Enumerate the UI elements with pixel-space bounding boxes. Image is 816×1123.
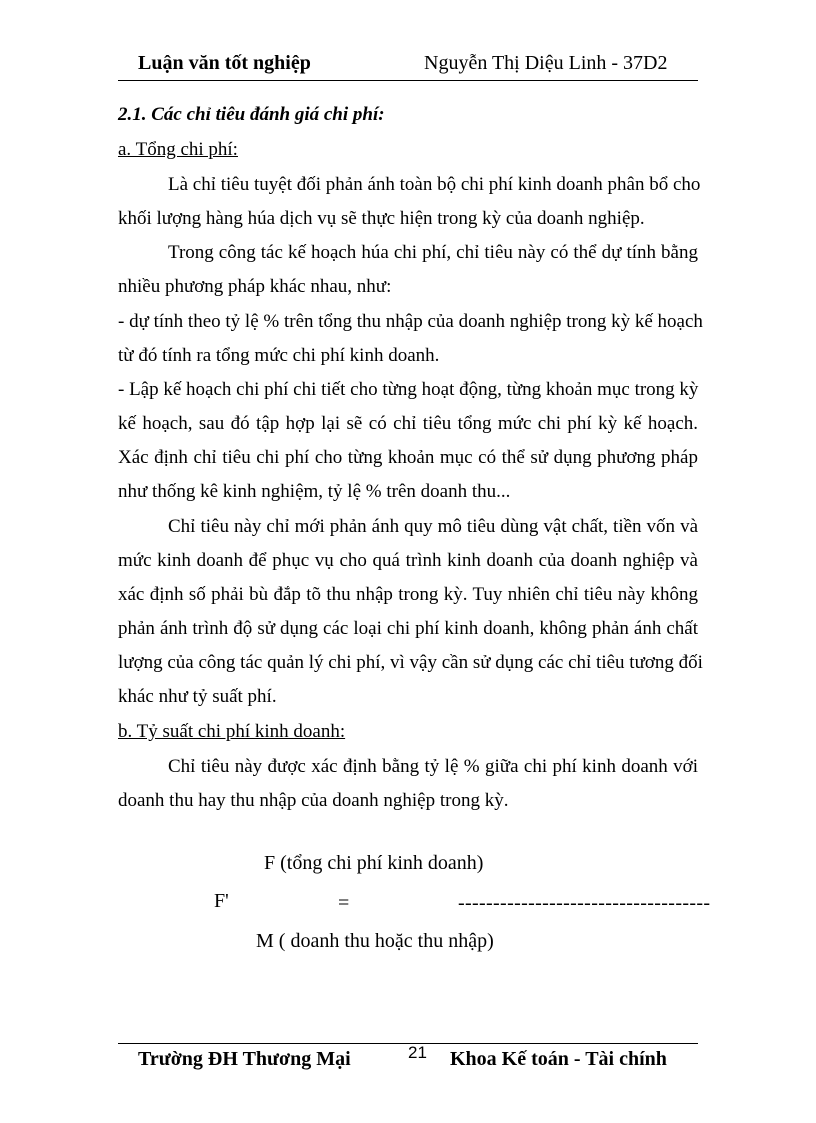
paragraph-line: mức kinh doanh để phục vụ cho quá trình kinh doanh của doanh nghiệp và bbox=[118, 550, 698, 571]
paragraph-line: kế hoạch, sau đó tập hợp lại sẽ có chỉ tiêu tổng mức chi phí kỳ kế hoạch. bbox=[118, 413, 698, 434]
subsection-a-wrap bbox=[118, 139, 698, 161]
footer-left: Trường ĐH Thương Mại bbox=[138, 1048, 351, 1070]
paragraph-line: Trong công tác kế hoạch húa chi phí, chỉ tiêu này có thể dự tính bằng bbox=[168, 242, 698, 263]
subsection-b-title: b. Tỷ suất chi phí kinh doanh: bbox=[118, 721, 346, 742]
header-rule bbox=[118, 80, 698, 81]
footer-right: Khoa Kế toán - Tài chính bbox=[450, 1048, 667, 1070]
paragraph-line: từ đó tính ra tổng mức chi phí kinh doanh. bbox=[118, 345, 440, 366]
formula-numerator: F (tổng chi phí kinh doanh) bbox=[264, 852, 484, 874]
header-right: Nguyễn Thị Diệu Linh - 37D2 bbox=[424, 52, 668, 74]
paragraph-line: Chỉ tiêu này được xác định bằng tỷ lệ % giữa chi phí kinh doanh với bbox=[168, 756, 698, 777]
subsection-b-wrap bbox=[118, 721, 698, 743]
header-left: Luận văn tốt nghiệp bbox=[138, 52, 311, 74]
paragraph-line: nhiều phương pháp khác nhau, như: bbox=[118, 276, 392, 297]
formula-lhs: F' bbox=[214, 890, 229, 912]
paragraph-line: Chỉ tiêu này chỉ mới phản ánh quy mô tiêu dùng vật chất, tiền vốn và bbox=[168, 516, 698, 537]
paragraph-line: khối lượng hàng húa dịch vụ sẽ thực hiện trong kỳ của doanh nghiệp. bbox=[118, 208, 645, 229]
paragraph-line: xác định số phải bù đắp tõ thu nhập trong kỳ. Tuy nhiên chỉ tiêu này không bbox=[118, 584, 698, 605]
paragraph-line: phản ánh trình độ sử dụng các loại chi phí kinh doanh, không phản ánh chất bbox=[118, 618, 698, 639]
formula-denominator: M ( doanh thu hoặc thu nhập) bbox=[256, 930, 494, 952]
section-title: 2.1. Các chỉ tiêu đánh giá chi phí: bbox=[118, 104, 385, 125]
subsection-a-title: a. Tổng chi phí: bbox=[118, 139, 238, 160]
paragraph-line: như thống kê kinh nghiệm, tỷ lệ % trên doanh thu... bbox=[118, 481, 511, 502]
paragraph-line: Là chỉ tiêu tuyệt đối phản ánh toàn bộ chi phí kinh doanh phân bổ cho bbox=[168, 174, 701, 195]
formula-fraction-bar: ------------------------------------ bbox=[458, 892, 711, 914]
page-number: 21 bbox=[408, 1043, 427, 1062]
paragraph-line: khác như tỷ suất phí. bbox=[118, 686, 277, 707]
formula-equals: = bbox=[338, 892, 350, 914]
paragraph-line: doanh thu hay thu nhập của doanh nghiệp trong kỳ. bbox=[118, 790, 509, 811]
paragraph-line: - dự tính theo tỷ lệ % trên tổng thu nhập của doanh nghiệp trong kỳ kế hoạch bbox=[118, 311, 703, 332]
paragraph-line: - Lập kế hoạch chi phí chi tiết cho từng hoạt động, từng khoản mục trong kỳ bbox=[118, 379, 699, 400]
paragraph-line: Xác định chỉ tiêu chi phí cho từng khoản mục có thể sử dụng phương pháp bbox=[118, 447, 698, 468]
paragraph-line: lượng của công tác quản lý chi phí, vì vậy cần sử dụng các chỉ tiêu tương đối bbox=[118, 652, 703, 673]
